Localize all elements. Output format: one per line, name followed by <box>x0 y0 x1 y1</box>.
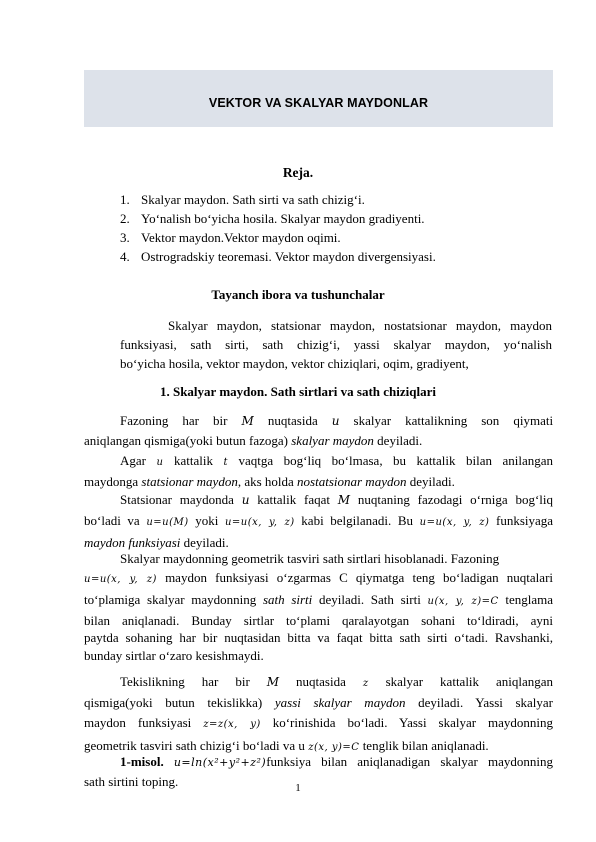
title-banner <box>84 70 553 127</box>
example-label: 1-misol. <box>120 754 164 769</box>
keywords-heading: Tayanch ibora va tushunchalar <box>211 287 385 302</box>
list-item: 2. Yo‘nalish bo‘yicha hosila. Skalyar maydon gradiyenti. <box>120 211 425 226</box>
example-paragraph: 1-misol. u=ln(x²+y²+z²)funksiya bilan aniqlanadigan skalyar maydonning sath sirtini toping. <box>84 754 553 789</box>
list-item: 3. Vektor maydon.Vektor maydon oqimi. <box>120 230 341 245</box>
paragraph-field-function: Statsionar maydonda u kattalik faqat M nuqtaning fazodagi o‘rniga bog‘liq bo‘ladi va u=u(M) yoki u=u(x, y, z) kabi belgilanadi. Bu u=u(x, y, z) funksiyaga maydon funksiyasi deyiladi. <box>84 492 554 550</box>
page-number: 1 <box>295 782 301 794</box>
page-title: VEKTOR VA SKALYAR MAYDONLAR <box>208 96 429 110</box>
paragraph-planar-field: Tekislikning har bir M nuqtasida z skalyar kattalik aniqlangan qismiga(yoki butun tekislikka) yassi skalyar maydon deyiladi. Yassi skalyar maydon funksiyasi z=z(x, y) ko‘rinishida bo‘ladi. Yassi skalyar maydonning geometrik tasviri sath chizig‘i bo‘ladi va u z(x, y)=C tenglik bilan aniqlanadi. <box>84 674 554 753</box>
list-item: 1. Skalyar maydon. Sath sirti va sath chizig‘i. <box>120 192 365 207</box>
plan-list <box>120 190 436 266</box>
section-heading: 1. Skalyar maydon. Sath sirtlari va sath chiziqlari <box>159 384 437 399</box>
paragraph-level-surface: Skalyar maydonning geometrik tasviri sath sirtlari hisoblanadi. Fazoning u=u(x, y, z) maydon funksiyasi o‘zgarmas C qiymatga teng bo‘ladigan nuqtalari to‘plamiga skalyar maydonning sath sirti deyiladi. Sath sirti u(x, y, z)=C tenglama bilan aniqlanadi. Bunday sirtlar to‘plami qaralayotgan sohani to‘ldiradi, ayni paytda sohaning har bir nuqtasidan bitta va faqat bitta sath sirti o‘tadi. Ravshanki, bunday sirtlar o‘zaro kesishmaydi. <box>84 551 554 663</box>
plan-heading: Reja. <box>282 165 314 180</box>
example-formula: u=ln(x²+y²+z²) <box>173 756 267 769</box>
keywords-paragraph: Skalyar maydon, statsionar maydon, nostatsionar maydon, maydon funksiyasi, sath sirti, sath chizig‘i, yassi skalyar maydon, yo‘nalish bo‘yicha hosila, vektor maydon, vektor chiziqlari, oqim, gradiyent, <box>120 318 552 371</box>
paragraph-scalar-field: Fazoning har bir M nuqtasida u skalyar kattalikning son qiymati aniqlangan qismiga(yoki butun fazoga) skalyar maydon deyiladi. <box>84 413 554 448</box>
paragraph-stationary-field: Agar u kattalik t vaqtga bog‘liq bo‘lmasa, bu kattalik bilan anilangan maydonga statsionar maydon, aks holda nostatsionar maydon deyiladi. <box>84 453 554 489</box>
list-item: 4. Ostrogradskiy teoremasi. Vektor maydon divergensiyasi. <box>120 249 436 264</box>
